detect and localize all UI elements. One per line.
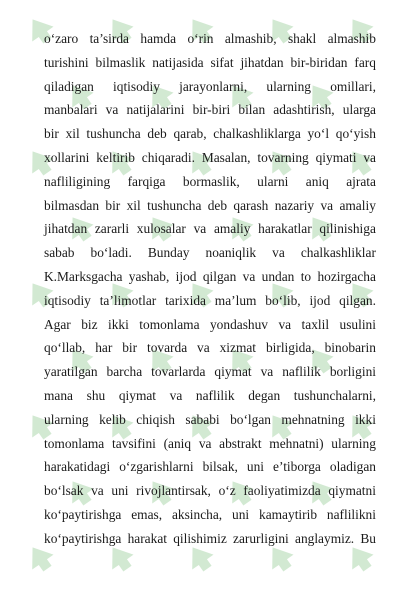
word: abstrakt <box>219 435 262 451</box>
word: bir <box>44 126 59 142</box>
word: natijalarini <box>126 102 185 118</box>
word: nafliligining <box>44 173 111 189</box>
word: bo‘lgan <box>230 411 271 427</box>
word: biz <box>81 316 98 332</box>
word: va <box>197 340 210 356</box>
word: iqtisodiy <box>44 292 91 308</box>
text-line <box>44 75 376 99</box>
word: sabab <box>44 245 75 261</box>
word: mana <box>44 387 73 403</box>
text-line <box>44 241 376 265</box>
text-line <box>44 265 376 289</box>
word: shu <box>86 387 106 403</box>
word: binobarin <box>324 340 376 356</box>
word: xil <box>126 197 141 213</box>
word: yondashuv <box>209 316 269 332</box>
word: rivojlantirsak, <box>136 483 211 499</box>
word: shakl <box>287 31 317 46</box>
word: jihatdan <box>240 54 284 70</box>
word: yashab, <box>128 268 170 284</box>
word: hozirgacha <box>317 268 376 284</box>
word: va <box>91 483 104 499</box>
word: ularning <box>44 411 89 427</box>
word: ta’sirda <box>89 31 129 46</box>
word: qilinishiga <box>319 221 376 237</box>
text-line <box>44 384 376 408</box>
word: iqtisodiy <box>113 78 160 94</box>
word: tovarda <box>146 340 188 356</box>
word: bilmasdan <box>44 197 100 213</box>
word: tovarning <box>257 149 309 165</box>
word: borligini <box>329 364 376 380</box>
word: manbalari <box>44 102 98 118</box>
word: ma’lum <box>214 292 257 308</box>
word: chalkashliklar <box>300 245 376 261</box>
word: sifat <box>210 54 234 70</box>
text-line <box>44 455 376 479</box>
word: aksincha, <box>171 506 223 522</box>
body-text <box>44 27 376 551</box>
word: e’tiborga <box>273 459 321 475</box>
word: ikki <box>108 316 129 332</box>
word: bir-biridan <box>290 54 348 70</box>
word: naflilik <box>282 364 321 380</box>
word: qiladigan <box>44 78 94 94</box>
word: xil <box>65 126 80 142</box>
text-line <box>44 289 376 313</box>
word: keltirib <box>96 149 135 165</box>
word: bo‘lib, <box>265 292 301 308</box>
word: va <box>260 364 274 380</box>
word: uni <box>232 506 250 522</box>
word: tushuncha <box>86 126 141 142</box>
text-line <box>44 313 376 337</box>
word: qiymat <box>214 364 252 380</box>
text-line <box>44 217 376 241</box>
word: taxlil <box>301 316 330 332</box>
word: tushunchalarni, <box>293 387 376 403</box>
text-line <box>44 122 376 146</box>
word: ko‘paytirishga <box>44 506 122 522</box>
word: bir-biri <box>192 102 231 118</box>
word: anglaymiz. <box>295 530 355 546</box>
word: tavsifini <box>111 435 156 451</box>
word: qilishimiz <box>173 530 227 546</box>
word: to <box>300 268 312 284</box>
word: va <box>242 268 256 284</box>
word: xulosalar <box>136 221 186 237</box>
word: undan <box>261 268 295 284</box>
word: bilan <box>238 102 266 118</box>
word: tarixida <box>165 292 206 308</box>
word: tomonlama <box>44 435 105 451</box>
word: ularning <box>266 78 311 94</box>
word: nazariy <box>274 197 315 213</box>
word: va <box>363 149 376 165</box>
word: chiqish <box>136 411 175 427</box>
word: Bu <box>360 530 376 546</box>
word: qo‘yish <box>335 126 376 142</box>
word: mehnatni) <box>269 435 324 451</box>
word: va <box>320 197 334 213</box>
word: faoliyatimizda <box>243 483 321 499</box>
word: hamda <box>140 31 177 46</box>
text-line <box>44 51 376 75</box>
text-line <box>44 194 376 218</box>
word: omillari, <box>330 78 376 94</box>
word: chiqaradi. <box>141 149 195 165</box>
word: chalkashliklarga <box>213 126 301 142</box>
word: usulini <box>339 316 376 332</box>
word: noaniqlik <box>205 245 257 261</box>
word: harakat <box>127 530 167 546</box>
word: Masalan, <box>201 149 251 165</box>
word: xollarini <box>44 149 90 165</box>
word: qiymat <box>118 387 157 403</box>
word: va <box>198 435 212 451</box>
word: qiymati <box>315 149 357 165</box>
word: ko‘paytirishga <box>44 530 122 546</box>
text-line <box>44 479 376 503</box>
text-line <box>44 432 376 456</box>
word: yaratilgan <box>44 364 98 380</box>
word: deb <box>147 126 167 142</box>
word: ularga <box>342 102 376 118</box>
word: jarayonlarni, <box>179 78 248 94</box>
word: ularning <box>331 435 376 451</box>
word: ikki <box>355 411 376 427</box>
word: har <box>95 340 113 356</box>
word: o‘zaro <box>44 31 79 46</box>
word: bormaslik, <box>182 173 240 189</box>
word: naflilik <box>195 387 235 403</box>
word: va <box>193 221 207 237</box>
word: xizmat <box>219 340 257 356</box>
word: amaliy <box>339 197 376 213</box>
word: degan <box>248 387 281 403</box>
word: bilmaslik <box>95 54 146 70</box>
word: zararli <box>94 221 130 237</box>
word: bir <box>105 197 121 213</box>
word: harakatidagi <box>44 459 111 475</box>
word: uni <box>111 483 129 499</box>
word: farq <box>354 54 376 70</box>
word: qarab, <box>173 126 207 142</box>
word: qo‘llab, <box>44 340 86 356</box>
word: va <box>169 387 183 403</box>
word: ijod <box>309 292 331 308</box>
word: ta’limotlar <box>99 292 157 308</box>
word: deb <box>207 197 228 213</box>
word: amaliy <box>213 221 251 237</box>
text-line <box>44 98 376 122</box>
text-line <box>44 360 376 384</box>
word: bo‘ladi. <box>90 245 132 261</box>
word: harakatlar <box>258 221 312 237</box>
word: jihatdan <box>44 221 88 237</box>
word: ajrata <box>346 173 376 189</box>
word: natijasida <box>152 54 204 70</box>
word: ijod <box>175 268 197 284</box>
word: farqiga <box>127 173 166 189</box>
word: Bunday <box>147 245 190 261</box>
word: qilgan <box>202 268 237 284</box>
word: kamaytirib <box>259 506 318 522</box>
word: ularni <box>257 173 289 189</box>
word: almashib <box>327 31 376 46</box>
word: K.Marksgacha <box>44 268 123 284</box>
word: va <box>272 245 285 261</box>
word: yo‘l <box>307 126 330 142</box>
word: bo‘lsak <box>44 483 84 499</box>
word: tomonlama <box>139 316 200 332</box>
word: uni <box>246 459 265 475</box>
word: emas, <box>131 506 163 522</box>
text-line <box>44 527 376 551</box>
word: va <box>278 316 292 332</box>
word: zarurligini <box>233 530 289 546</box>
word: qilgan. <box>339 292 376 308</box>
word: birligida, <box>265 340 315 356</box>
text-line <box>44 336 376 360</box>
word: turishini <box>44 54 89 70</box>
word: tushuncha <box>147 197 202 213</box>
word: sababi <box>185 411 220 427</box>
word: qarash <box>233 197 269 213</box>
text-line <box>44 503 376 527</box>
word: tovarlarda <box>151 364 206 380</box>
word: o‘z <box>218 483 236 499</box>
word: mehnatning <box>281 411 345 427</box>
word: barcha <box>106 364 143 380</box>
word: oladigan <box>329 459 376 475</box>
text-line <box>44 146 376 170</box>
word: qiymatni <box>328 483 376 499</box>
word: va <box>105 102 119 118</box>
word: o‘rin <box>187 31 214 46</box>
word: o‘zgarishlarni <box>119 459 194 475</box>
word: naflilikni <box>326 506 376 522</box>
word: adashtirish, <box>273 102 335 118</box>
word: bir <box>122 340 138 356</box>
text-line <box>44 27 376 51</box>
word: (aniq <box>163 435 192 451</box>
word: bilsak, <box>202 459 238 475</box>
word: Agar <box>44 316 71 332</box>
text-line <box>44 170 376 194</box>
text-line <box>44 408 376 432</box>
word: almashib, <box>224 31 277 46</box>
word: aniq <box>305 173 329 189</box>
word: kelib <box>99 411 126 427</box>
